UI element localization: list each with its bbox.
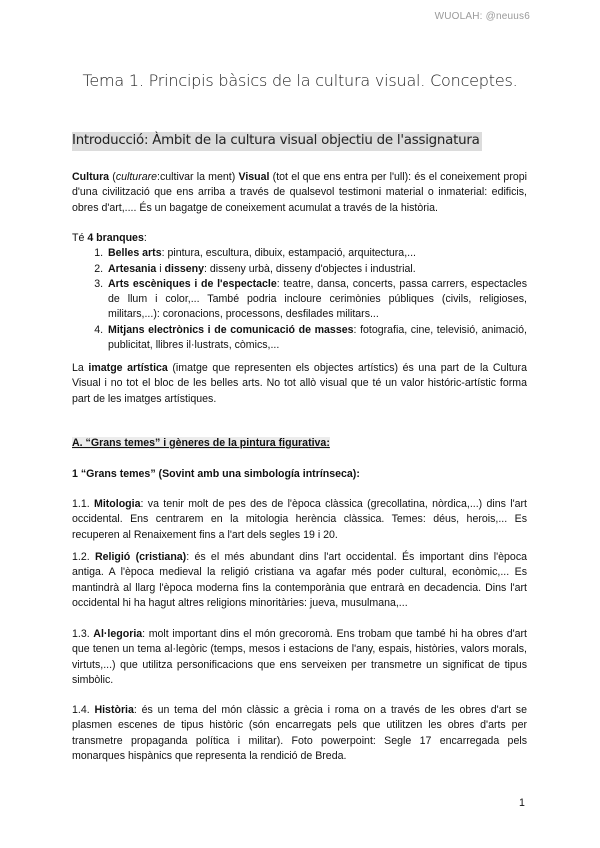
text: : va tenir molt de pes des de l'època clàssica (grecollatina, nòrdica,...) dins l'art occidental. Ens centrarem en la mitologia herència clàssica. Temes: déus, herois,... Es recuperen al Renaixement fins a l'art dels segles 19 i 20.: [72, 498, 527, 541]
term-cultura: Cultura: [72, 171, 110, 183]
text: (tot el que ens entra per l'ull): és el coneixement propi d'una civilització que ens arriba a través de qualsevol testimoni material o inmaterial: edificis, obres d'art,.... És un bagatge de coneixement acumulat a través de la història.: [72, 171, 527, 214]
text: (: [109, 171, 116, 183]
topic-1-2: [72, 550, 527, 611]
watermark: WUOLAH: @neuus6: [434, 11, 530, 22]
text: 1.4.: [72, 704, 95, 716]
branches-label: [72, 231, 527, 246]
text: : és el més abundant dins l'art occidental. És important dins l'època antiga. A l'època medieval la religió cristiana va agafar més poder cultural, econòmic,... Es mantindrà al llarg l'època moderna fins la contemporània que entrarà en decadencia. Dins l'art occidental hi ha hagut altres religions minoritàries: jueva, musulmana,...: [72, 551, 528, 609]
term-visual: Visual: [238, 171, 270, 183]
text: : teatre, dansa, concerts, passa carrers, espectacles de llum i color,... També podria incloure cerimònies públiques (civils, religioses, militars,...): coronacions, processons, desfilades militars...: [108, 277, 527, 321]
page-title: Tema 1. Principis bàsics de la cultura visual. Conceptes.: [82, 71, 518, 90]
text: Història: [94, 704, 134, 716]
list-item: [106, 262, 527, 277]
topic-paragraph: [72, 627, 527, 688]
imatge-block: [72, 361, 527, 407]
imatge-paragraph: [72, 361, 527, 407]
text: : molt important dins el món grecoromà. Ens trobam que també hi ha obres d'art que tenen un tema al·legòric (temps, mesos i estacions de l'any, espais, històries, valors morals, virtuts,...) que utilitza personificacions que ens serveixen per transmetre un significat de tipus simbòlic.: [72, 628, 527, 686]
text: Arts escèniques i de l'espectacle: [108, 277, 277, 290]
topic-1-4: [72, 703, 527, 764]
text: Mitjans electrònics i de comunicació de masses: [108, 323, 354, 336]
text: :cultivar la ment): [157, 171, 239, 183]
text: i: [156, 262, 165, 275]
term-culturare: culturare: [115, 171, 158, 183]
text: Mitologia: [94, 498, 141, 510]
text: Al·legoria: [93, 628, 143, 640]
list-item: [106, 277, 527, 323]
list-item: [106, 323, 527, 354]
text: disseny: [164, 262, 204, 275]
text: La: [72, 362, 89, 374]
branches-block: [72, 231, 527, 353]
text: 1.2.: [72, 551, 95, 563]
text: : pintura, escultura, dibuix, estampació, arquitectura,...: [161, 247, 416, 260]
section-1-block: [72, 467, 527, 482]
text: (imatge que representen els objectes artístics) és una part de la Cultura Visual i no tot el bloc de les belles arts. No tot allò visual que té un valor históric-artístic forma part de les imatges artístiques.: [72, 362, 527, 405]
text: : fotografia, cine, televisió, animació, publicitat, llibres il·lustrats, còmics,...: [108, 323, 527, 352]
text: Té: [72, 232, 88, 244]
topic-1-3: [72, 627, 527, 688]
text: 1.3.: [72, 628, 94, 640]
text: 1.1.: [72, 498, 94, 510]
section-a-heading: A. “Grans temes” i gèneres de la pintura figurativa:: [72, 437, 330, 449]
section-a-block: [72, 436, 527, 451]
text: Religió (cristiana): [94, 551, 187, 563]
text: : disseny urbà, disseny d'objectes i industrial.: [204, 262, 416, 275]
topic-1-1: [72, 497, 527, 543]
intro-paragraph: [72, 170, 527, 216]
text: 4 branques: [87, 232, 144, 244]
topic-paragraph: [72, 703, 527, 764]
branches-list: [72, 246, 527, 353]
text: :: [143, 232, 147, 244]
section-heading: Introducció: Àmbit de la cultura visual objectiu de l'assignatura: [72, 132, 482, 151]
page-number: 1: [519, 797, 525, 809]
text: Belles arts: [108, 247, 162, 260]
list-item: [106, 246, 527, 261]
intro-block: [72, 170, 527, 216]
topic-paragraph: [72, 550, 527, 611]
topic-paragraph: [72, 497, 527, 543]
section-1-heading: 1 “Grans temes” (Sovint amb una simbología intrínseca):: [72, 468, 360, 480]
text: Artesania: [108, 262, 157, 275]
text: : és un tema del món clàssic a grècia i roma on a través de les obres d'art se plasmen escenes de tipus històric (són encarregats pels que utilitzen les obres d'arts per transmetre propaganda política i militar). Foto powerpoint: Segle 17 encarregada pels monarques hispànics que representa la rendició de Breda.: [72, 704, 527, 762]
text: imatge artística: [88, 362, 168, 374]
